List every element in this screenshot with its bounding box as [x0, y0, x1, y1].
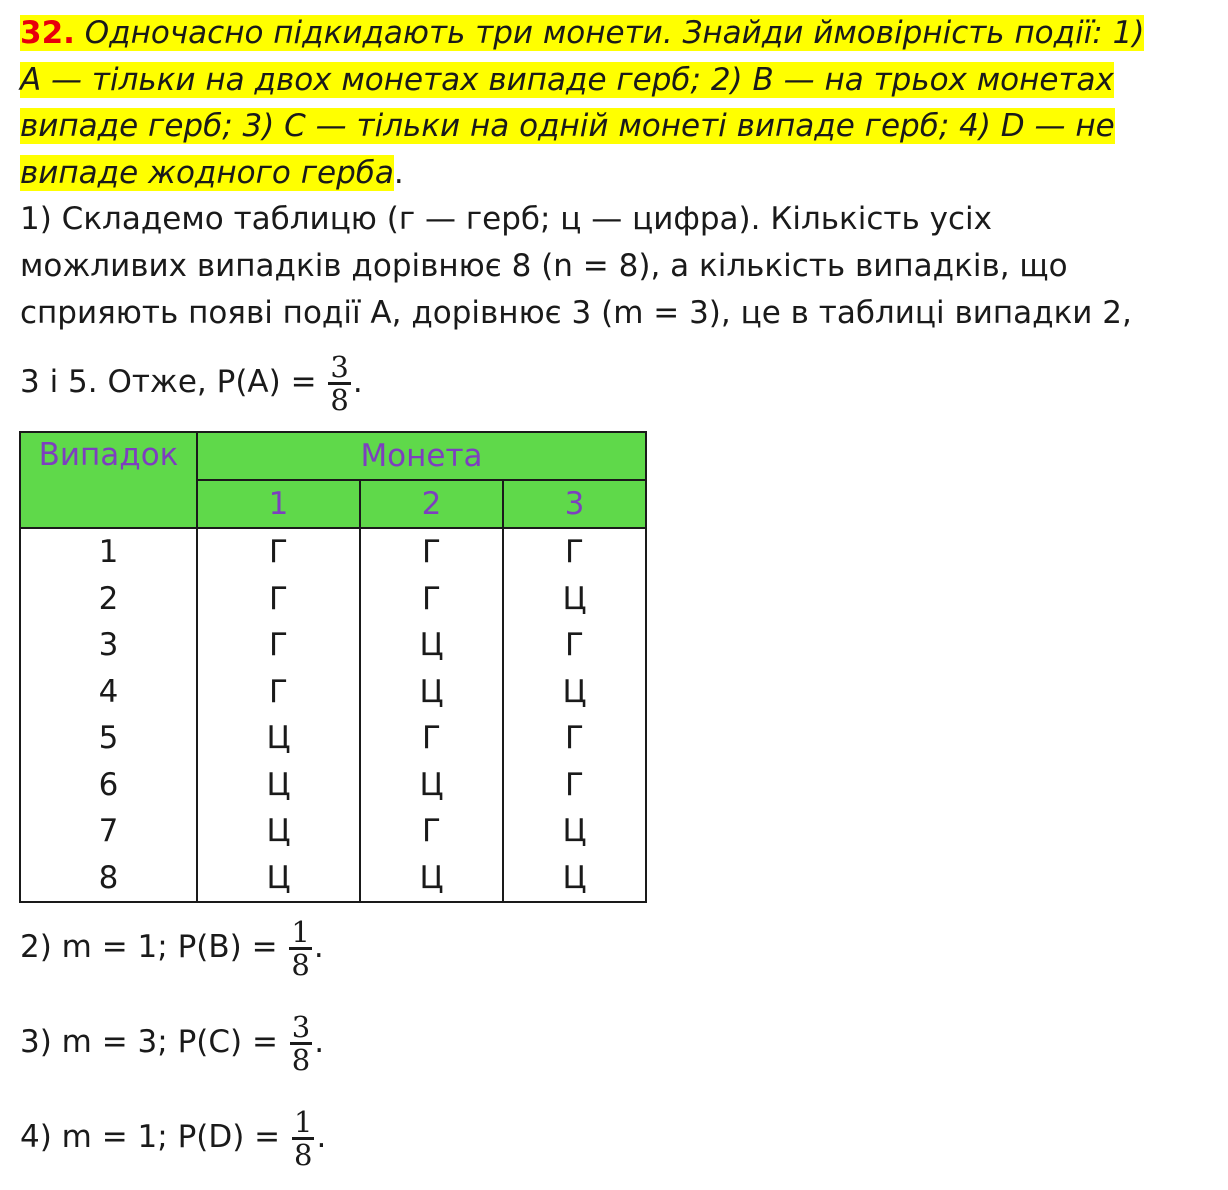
solution-line-1: 1) Складемо таблицю (г — герб; ц — цифра). Кількість усіх — [20, 201, 992, 237]
table-cell: Г — [503, 528, 646, 576]
answer-4 — [20, 1102, 326, 1172]
table-row — [20, 762, 646, 809]
fraction — [292, 1107, 314, 1170]
fraction-numerator: 1 — [294, 1105, 313, 1139]
answer-end: . — [314, 1024, 325, 1060]
table-cell: 2 — [20, 576, 197, 623]
outcomes-table — [19, 431, 647, 903]
table-row — [20, 808, 646, 855]
answer-text: 2) m = 1; P(B) = — [20, 929, 288, 965]
table-cell: Ц — [360, 762, 503, 809]
table-cell: Г — [197, 669, 360, 716]
table-cell: 8 — [20, 855, 197, 903]
fraction — [289, 917, 311, 980]
table-row — [20, 622, 646, 669]
table-cell: 6 — [20, 762, 197, 809]
table-row — [20, 715, 646, 762]
fraction — [328, 352, 350, 415]
header-coin: Монета — [197, 432, 646, 480]
table-cell: Ц — [360, 669, 503, 716]
problem-text: випаде герб; 3) C — тільки на одній монеті випаде герб; 4) D — не — [20, 108, 1115, 144]
fraction-denominator: 8 — [330, 383, 349, 417]
table-row — [20, 576, 646, 623]
table-cell: Ц — [197, 762, 360, 809]
fraction-denominator: 8 — [291, 948, 310, 982]
table-cell: Г — [503, 762, 646, 809]
answer-end: . — [316, 1119, 327, 1155]
solution-line-2: можливих випадків дорівнює 8 (n = 8), а кількість випадків, що — [20, 248, 1068, 284]
table-cell: 4 — [20, 669, 197, 716]
problem-text: Одночасно підкидають три монети. Знайди ймовірність події: 1) — [84, 15, 1145, 51]
table-cell: Г — [360, 715, 503, 762]
fraction-denominator: 8 — [294, 1138, 313, 1172]
fraction-denominator: 8 — [291, 1043, 311, 1077]
table-cell: Г — [360, 808, 503, 855]
table-cell: 1 — [20, 528, 197, 576]
table-cell: Ц — [197, 855, 360, 903]
answer-end: . — [313, 929, 324, 965]
table-cell: Ц — [360, 622, 503, 669]
table-row — [20, 855, 646, 903]
solution-line-3: сприяють появі події А, дорівнює 3 (m = 3), це в таблиці випадки 2, — [20, 295, 1132, 331]
fraction — [290, 1012, 312, 1075]
table-cell: Ц — [360, 855, 503, 903]
table-cell: Ц — [503, 855, 646, 903]
answer-3 — [20, 1007, 324, 1077]
fraction-numerator: 3 — [330, 350, 349, 384]
solution-prefix: 3 і 5. Отже, P(A) = — [20, 364, 327, 400]
table-cell: Г — [197, 622, 360, 669]
table-row — [20, 528, 646, 576]
table-cell: Г — [360, 576, 503, 623]
header-case: Випадок — [20, 432, 197, 528]
table-cell: Ц — [503, 669, 646, 716]
table-cell: Ц — [503, 576, 646, 623]
solution-line-4 — [20, 347, 363, 417]
solution-end: . — [352, 364, 363, 400]
fraction-numerator: 3 — [291, 1010, 311, 1044]
table-cell: Ц — [197, 715, 360, 762]
table-row — [20, 669, 646, 716]
table-cell: Г — [503, 715, 646, 762]
problem-line-2 — [20, 61, 1114, 99]
table-cell: Г — [360, 528, 503, 576]
table-cell: Ц — [503, 808, 646, 855]
table-cell: Ц — [197, 808, 360, 855]
problem-number: 32. — [20, 15, 75, 51]
problem-text: A — тільки на двох монетах випаде герб; 2) B — на трьох монетах — [20, 62, 1114, 98]
table-cell: Г — [503, 622, 646, 669]
table-cell: Г — [197, 528, 360, 576]
fraction-numerator: 1 — [291, 915, 310, 949]
problem-line-1 — [20, 14, 1144, 52]
header-coin-number: 3 — [503, 480, 646, 528]
problem-text: випаде жодного герба — [20, 155, 394, 191]
problem-line-4 — [20, 154, 404, 192]
header-coin-number: 2 — [360, 480, 503, 528]
table-cell: 7 — [20, 808, 197, 855]
answer-2 — [20, 912, 324, 982]
table-cell: 5 — [20, 715, 197, 762]
problem-end-dot: . — [393, 155, 404, 191]
table-cell: 3 — [20, 622, 197, 669]
header-coin-number: 1 — [197, 480, 360, 528]
answer-text: 3) m = 3; P(C) = — [20, 1024, 288, 1060]
table-cell: Г — [197, 576, 360, 623]
answer-text: 4) m = 1; P(D) = — [20, 1119, 291, 1155]
problem-line-3 — [20, 107, 1115, 145]
